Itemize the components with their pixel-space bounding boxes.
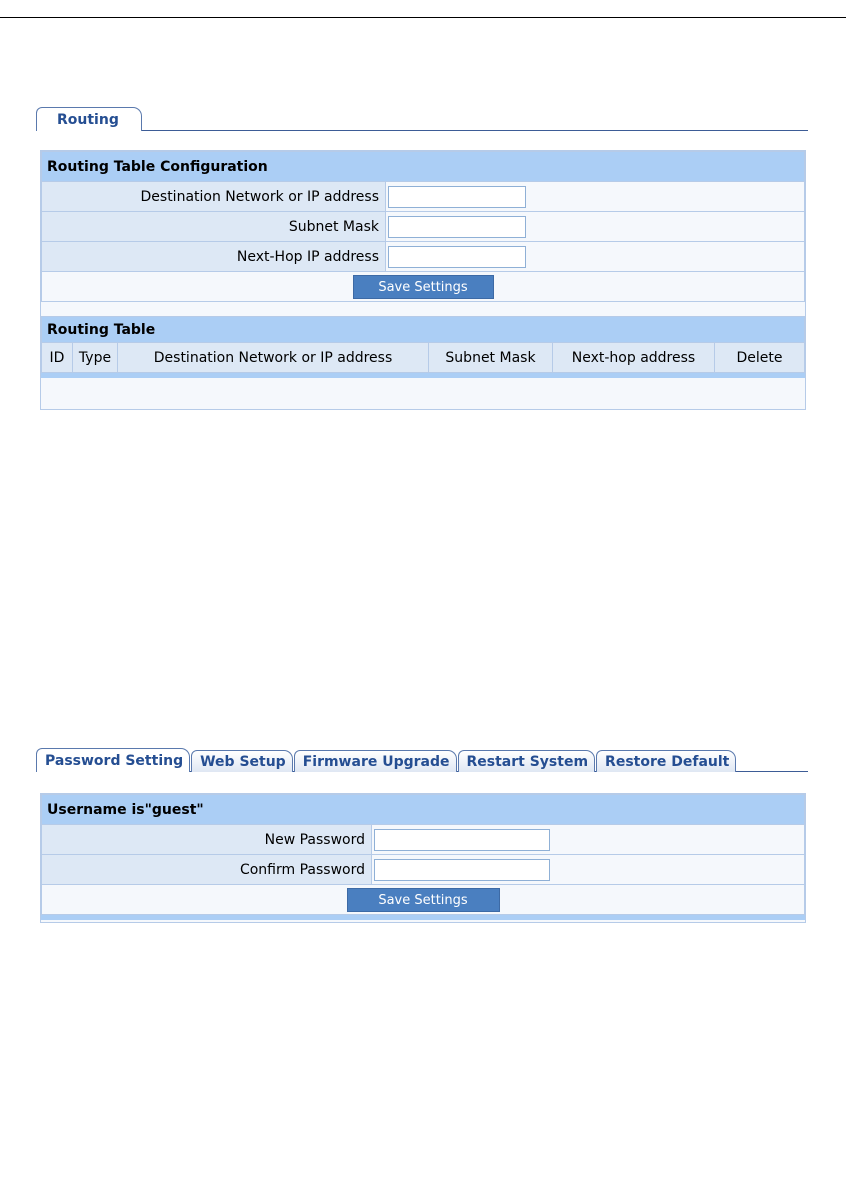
new-password-label: New Password	[42, 825, 372, 855]
routing-table-footer-bar	[41, 373, 805, 378]
subnet-mask-input[interactable]	[388, 216, 526, 238]
tab-firmware-upgrade[interactable]	[294, 750, 457, 772]
tab-web-setup-label: Web Setup	[200, 753, 286, 770]
section-spacer	[41, 302, 805, 316]
tab-restart-system[interactable]	[458, 750, 596, 772]
password-panel-footer-bar	[41, 915, 805, 920]
next-hop-ip-label: Next-Hop IP address	[42, 242, 386, 272]
new-password-input[interactable]	[374, 829, 550, 851]
tab-firmware-upgrade-label: Firmware Upgrade	[302, 753, 450, 770]
tab-web-setup[interactable]	[191, 750, 293, 772]
routing-config-title: Routing Table Configuration	[42, 152, 805, 182]
tab-restore-default[interactable]	[596, 750, 736, 772]
confirm-password-label: Confirm Password	[42, 855, 372, 885]
routing-table-header-row	[42, 343, 805, 373]
routing-tabbar	[36, 104, 808, 131]
tab-restore-default-label: Restore Default	[605, 753, 730, 770]
tab-routing-label: Routing	[57, 111, 119, 128]
column-header-subnet-mask: Subnet Mask	[429, 343, 553, 373]
column-header-delete: Delete	[715, 343, 805, 373]
routing-table-title: Routing Table	[42, 317, 805, 343]
tab-password-setting[interactable]	[36, 748, 190, 772]
column-header-next-hop: Next-hop address	[553, 343, 715, 373]
destination-network-input[interactable]	[388, 186, 526, 208]
system-tabbar	[36, 745, 808, 772]
subnet-mask-label: Subnet Mask	[42, 212, 386, 242]
column-header-type: Type	[73, 343, 118, 373]
routing-table	[41, 316, 805, 373]
routing-save-settings-button[interactable]: Save Settings	[353, 275, 494, 299]
tab-routing[interactable]	[36, 107, 142, 131]
destination-network-label: Destination Network or IP address	[42, 182, 386, 212]
confirm-password-input[interactable]	[374, 859, 550, 881]
column-header-destination: Destination Network or IP address	[118, 343, 429, 373]
password-panel	[40, 793, 806, 923]
tab-restart-system-label: Restart System	[466, 753, 589, 770]
routing-config-table	[41, 151, 805, 302]
routing-config-panel	[40, 150, 806, 410]
next-hop-ip-input[interactable]	[388, 246, 526, 268]
tab-baseline	[36, 130, 808, 131]
page-top-rule	[0, 17, 846, 18]
username-title: Username is"guest"	[42, 795, 805, 825]
column-header-id: ID	[42, 343, 73, 373]
password-table	[41, 794, 805, 915]
password-save-settings-button[interactable]: Save Settings	[347, 888, 500, 912]
tab-password-setting-label: Password Setting	[45, 752, 184, 769]
